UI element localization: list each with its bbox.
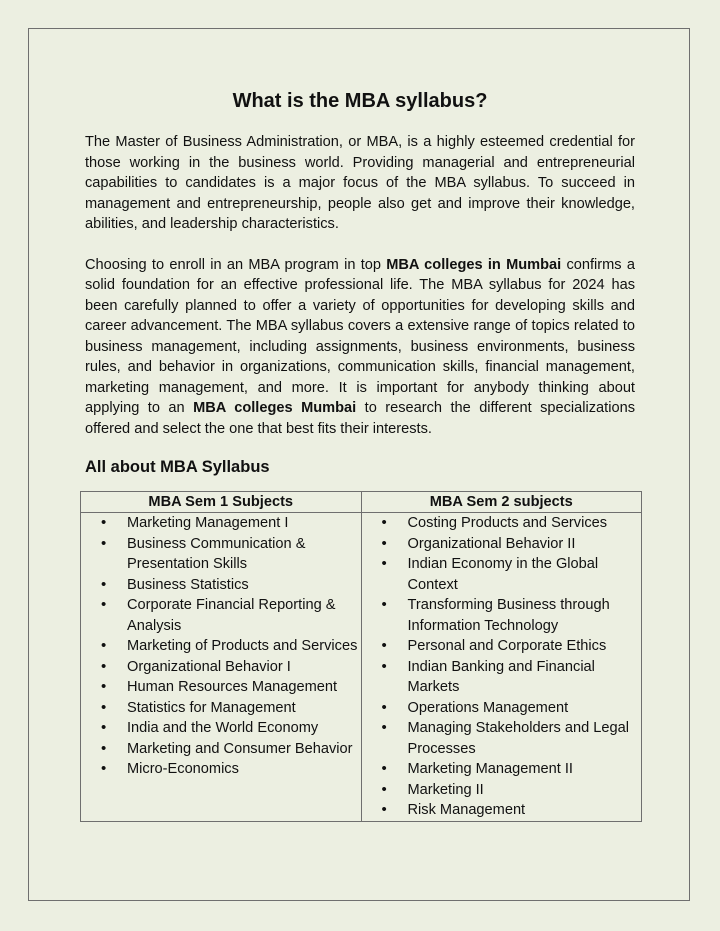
list-item: • Marketing II [382,780,642,801]
paragraph-text: confirms a solid foundation for an effective professional life. The MBA syllabus for 2024 has been carefully planned to offer a variety of opportunities for developing skills and career advancement. The MBA syllabus covers a extensive range of topics related to business management, including assignments, business environments, business rules, and behavior in organizations, communication skills, financial management, marketing management, and more. It is important for anybody thinking about applying to an [85,256,635,416]
table-header-row [81,492,642,513]
table-row [81,513,642,822]
intro-paragraph: The Master of Business Administration, or MBA, is a highly esteemed credential for those working in the business world. Providing managerial and entrepreneurial capabilities to candidates is a major focus of the MBA syllabus. To succeed in management and entrepreneurship, people also get and improve their knowledge, abilities, and leadership characteristics. [85,134,635,232]
sem2-subject-list [362,513,642,821]
list-item: • Managing Stakeholders and Legal Processes [382,718,642,759]
paragraph-text: Choosing to enroll in an MBA program in top [85,256,387,273]
second-paragraph [85,255,635,440]
sem1-subject-list [81,513,361,780]
list-item: • Corporate Financial Reporting & Analysis [101,595,361,636]
list-item: • Marketing Management II [382,759,642,780]
bold-link-text: MBA colleges in Mumbai [386,256,562,273]
list-item: • Marketing of Products and Services [101,636,361,657]
list-item: • Business Communication & Presentation Skills [101,534,361,575]
document-content [85,89,635,822]
list-item: • Statistics for Management [101,698,361,719]
list-item: • Transforming Business through Information Technology [382,595,642,636]
sem2-cell [361,513,642,822]
column-header-sem2: MBA Sem 2 subjects [361,492,642,513]
section-heading: All about MBA Syllabus [85,458,270,476]
list-item: • Operations Management [382,698,642,719]
bold-link-text: MBA colleges Mumbai [193,400,357,416]
paragraph-text: to research the different specializations offered and select the one that best fits their interests. [85,400,636,437]
list-item: • Human Resources Management [101,677,361,698]
list-item: • Marketing Management I [101,513,361,534]
list-item: • Indian Economy in the Global Context [382,554,642,595]
list-item: • Risk Management [382,800,642,821]
page-title: What is the MBA syllabus? [232,90,488,112]
list-item: • India and the World Economy [101,718,361,739]
list-item: • Organizational Behavior II [382,534,642,555]
syllabus-table [80,491,642,822]
list-item: • Costing Products and Services [382,513,642,534]
sem1-cell [81,513,362,822]
list-item: • Personal and Corporate Ethics [382,636,642,657]
list-item: • Micro-Economics [101,759,361,780]
list-item: • Business Statistics [101,575,361,596]
column-header-sem1: MBA Sem 1 Subjects [81,492,362,513]
list-item: • Indian Banking and Financial Markets [382,657,642,698]
page-border [28,28,690,901]
list-item: • Organizational Behavior I [101,657,361,678]
list-item: • Marketing and Consumer Behavior [101,739,361,760]
